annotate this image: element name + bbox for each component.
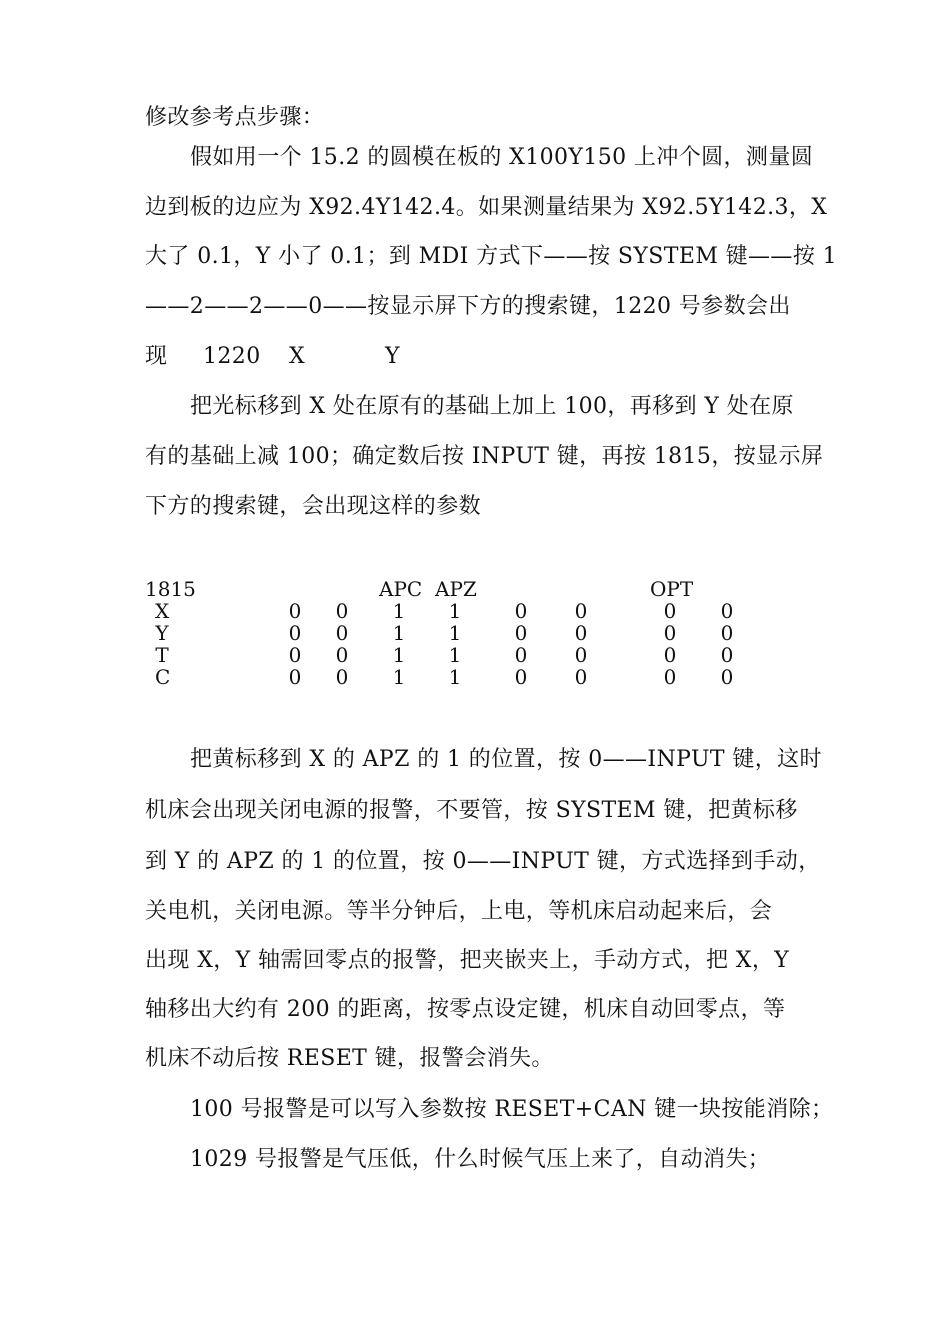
bit-value: 1 [448, 643, 462, 667]
bit-value: 0 [663, 599, 677, 623]
bit-value: 0 [335, 621, 349, 645]
paragraph-3-line-3: 到 Y 的 APZ 的 1 的位置，按 0——INPUT 键，方式选择到手动， [145, 849, 821, 874]
bit-value: 0 [663, 643, 677, 667]
bit-value: 0 [574, 665, 588, 689]
bit-value: 0 [514, 643, 528, 667]
paragraph-5: 1029 号报警是气压低，什么时候气压上来了，自动消失； [190, 1147, 771, 1172]
bit-value: 0 [720, 643, 734, 667]
axis-label: Y [155, 621, 169, 645]
bit-value: 0 [335, 665, 349, 689]
bit-value: 0 [574, 599, 588, 623]
paragraph-2-line-3: 下方的搜索键，会出现这样的参数 [145, 494, 482, 519]
bit-value: 0 [514, 665, 528, 689]
bit-value: 0 [720, 665, 734, 689]
bit-value: 0 [288, 621, 302, 645]
axis-label: C [155, 665, 171, 689]
paragraph-2-line-1: 把光标移到 X 处在原有的基础上加上 100，再移到 Y 处在原 [190, 394, 794, 419]
paragraph-1-line-4: ——2——2——0——按显示屏下方的搜索键，1220 号参数会出 [145, 294, 791, 319]
bit-value: 1 [448, 621, 462, 645]
bit-value: 0 [663, 621, 677, 645]
paragraph-3-line-1: 把黄标移到 X 的 APZ 的 1 的位置，按 0——INPUT 键，这时 [190, 747, 822, 772]
bit-value: 0 [335, 643, 349, 667]
bit-value: 1 [392, 643, 406, 667]
bit-value: 1 [392, 621, 406, 645]
paragraph-1-line-3: 大了 0.1，Y 小了 0.1；到 MDI 方式下——按 SYSTEM 键——按 1 [145, 244, 838, 269]
axis-label: X [155, 599, 170, 623]
section-title: 修改参考点步骤： [145, 105, 325, 130]
header-apz: APZ [435, 577, 477, 601]
parameter-appear-row [145, 342, 400, 372]
bit-value: 0 [574, 643, 588, 667]
bit-value: 0 [720, 621, 734, 645]
appear-x: X [289, 344, 306, 369]
header-apc: APC [379, 577, 423, 601]
bit-value: 0 [663, 665, 677, 689]
paragraph-1-line-1: 假如用一个 15.2 的圆模在板的 X100Y150 上冲个圆，测量圆 [190, 145, 814, 170]
bit-value: 1 [448, 665, 462, 689]
appear-param-number: 1220 [203, 344, 261, 369]
bit-value: 1 [392, 599, 406, 623]
paragraph-3-line-4: 关电机，关闭电源。等半分钟后，上电，等机床启动起来后，会 [145, 899, 773, 924]
header-opt: OPT [650, 577, 694, 601]
bit-value: 0 [288, 643, 302, 667]
appear-y: Y [385, 344, 400, 369]
paragraph-3-line-2: 机床会出现关闭电源的报警，不要管，按 SYSTEM 键，把黄标移 [145, 798, 798, 823]
bit-value: 1 [392, 665, 406, 689]
bit-value: 0 [514, 621, 528, 645]
paragraph-3-line-6: 轴移出大约有 200 的距离，按零点设定键，机床自动回零点，等 [145, 997, 786, 1022]
bit-value: 0 [720, 599, 734, 623]
bit-value: 0 [288, 599, 302, 623]
bit-value: 0 [514, 599, 528, 623]
paragraph-1-line-2: 边到板的边应为 X92.4Y142.4。如果测量结果为 X92.5Y142.3，X [145, 195, 828, 220]
bit-value: 0 [574, 621, 588, 645]
appear-label: 现 [145, 344, 168, 369]
paragraph-2-line-2: 有的基础上减 100；确定数后按 INPUT 键，再按 1815，按显示屏 [145, 444, 824, 469]
bit-value: 0 [335, 599, 349, 623]
paragraph-3-line-5: 出现 X，Y 轴需回零点的报警，把夹嵌夹上，手动方式，把 X，Y [145, 948, 790, 973]
bit-value: 0 [288, 665, 302, 689]
axis-label: T [155, 643, 169, 667]
bit-value: 1 [448, 599, 462, 623]
paragraph-3-line-7: 机床不动后按 RESET 键，报警会消失。 [145, 1046, 554, 1071]
paragraph-4: 100 号报警是可以写入参数按 RESET+CAN 键一块按能消除； [190, 1097, 834, 1122]
parameter-number: 1815 [145, 577, 196, 601]
